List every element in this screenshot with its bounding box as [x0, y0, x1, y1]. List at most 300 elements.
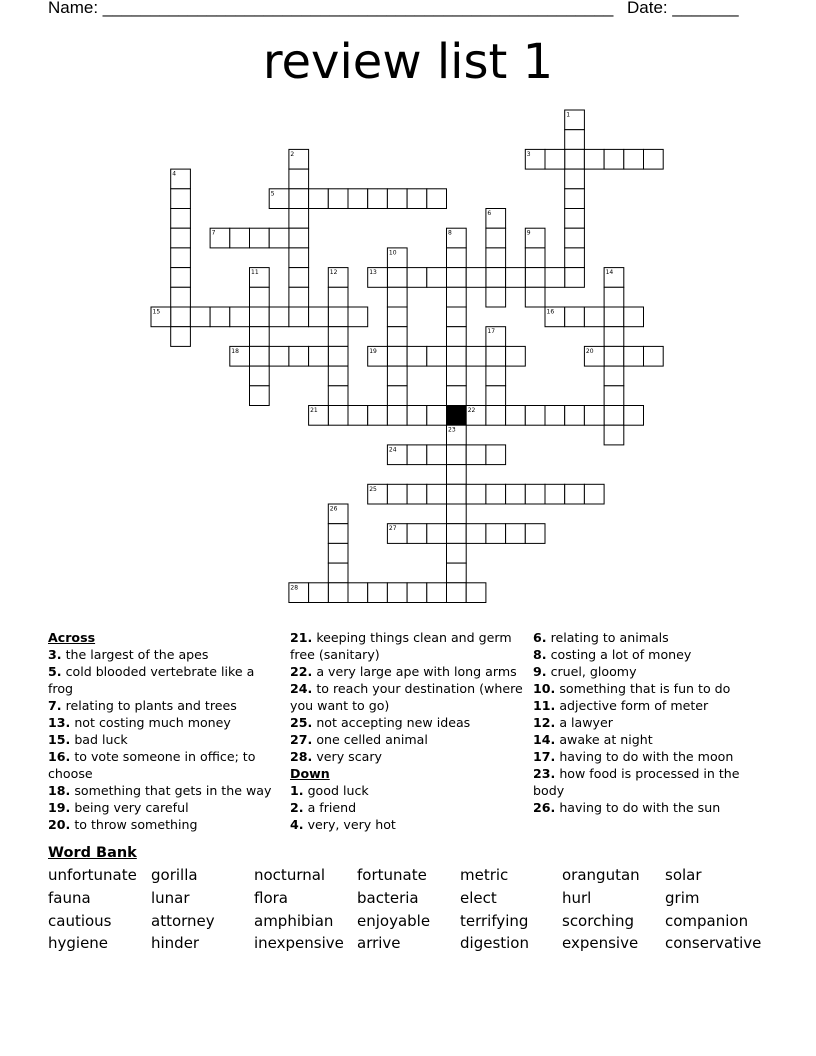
word-bank-item: attorney [151, 912, 215, 930]
grid-cell[interactable] [565, 149, 585, 169]
grid-cell[interactable] [447, 484, 467, 504]
grid-cell[interactable] [447, 583, 467, 603]
grid-cell[interactable] [584, 149, 604, 169]
grid-cell[interactable] [525, 268, 545, 288]
grid-cell[interactable] [328, 543, 348, 563]
grid-cell[interactable] [289, 189, 309, 209]
clue-item [48, 663, 276, 697]
grid-cell[interactable] [624, 307, 644, 327]
clue-text: to vote someone in office; to choose [48, 749, 256, 781]
clue-text: a very large ape with long arms [312, 664, 517, 679]
grid-cell[interactable] [309, 346, 329, 366]
clue-number: 14. [533, 732, 556, 747]
clue-item [290, 799, 526, 816]
grid-cell[interactable] [250, 287, 270, 307]
clue-number-label: 3 [526, 150, 531, 158]
grid-cell[interactable] [387, 287, 407, 307]
clue-text: bad luck [70, 732, 128, 747]
grid-cell[interactable] [604, 149, 624, 169]
clue-number: 3. [48, 647, 62, 662]
clue-number: 24. [290, 681, 313, 696]
grid-cell[interactable] [328, 524, 348, 544]
clue-text: cold blooded vertebrate like a frog [48, 664, 255, 696]
grid-cell[interactable] [328, 583, 348, 603]
word-bank-item: conservative [665, 934, 762, 952]
clue-number-label: 25 [369, 485, 377, 493]
clue-text: not costing much money [70, 715, 231, 730]
clue-text: how food is processed in the body [533, 766, 740, 798]
clue-item [290, 663, 526, 680]
grid-cell[interactable] [506, 524, 526, 544]
grid-cell[interactable] [269, 228, 289, 248]
grid-cell[interactable] [387, 327, 407, 347]
clue-number-label: 12 [329, 269, 338, 277]
clue-item [533, 697, 773, 714]
clue-text: to reach your destination (where you want to go) [290, 681, 523, 713]
clue-item [533, 714, 773, 731]
word-bank-item: arrive [357, 934, 401, 952]
clue-number: 5. [48, 664, 62, 679]
grid-cell[interactable] [269, 307, 289, 327]
grid-cell[interactable] [644, 149, 664, 169]
clue-text: cruel, gloomy [546, 664, 637, 679]
grid-cell[interactable] [407, 445, 427, 465]
grid-cell[interactable] [328, 327, 348, 347]
grid-cell[interactable] [525, 524, 545, 544]
grid-cell[interactable] [644, 346, 664, 366]
clue-number: 19. [48, 800, 71, 815]
grid-cell[interactable] [387, 307, 407, 327]
clue-item [48, 748, 276, 782]
clue-number-label: 23 [448, 426, 456, 434]
clue-number-label: 11 [251, 269, 259, 277]
clue-number-label: 4 [172, 170, 177, 178]
word-bank-item: hinder [151, 934, 200, 952]
grid-cell[interactable] [506, 406, 526, 426]
clue-number: 1. [290, 783, 304, 798]
word-bank-item: inexpensive [254, 934, 344, 952]
grid-cell[interactable] [328, 366, 348, 386]
clue-number: 6. [533, 630, 547, 645]
clue-text: a lawyer [555, 715, 613, 730]
clue-item [533, 663, 773, 680]
grid-cell[interactable] [565, 268, 585, 288]
grid-cell[interactable] [250, 346, 270, 366]
clue-item [533, 680, 773, 697]
clue-item [48, 816, 276, 833]
grid-cell[interactable] [328, 563, 348, 583]
clue-item [290, 816, 526, 833]
clue-number: 9. [533, 664, 547, 679]
word-bank-item: orangutan [562, 866, 640, 884]
grid-cell[interactable] [348, 583, 368, 603]
grid-cell[interactable] [407, 268, 427, 288]
grid-cell[interactable] [387, 366, 407, 386]
clue-number: 18. [48, 783, 71, 798]
clue-number-label: 18 [231, 347, 239, 355]
grid-cell[interactable] [210, 307, 230, 327]
grid-cell[interactable] [486, 406, 506, 426]
grid-cell[interactable] [447, 543, 467, 563]
grid-cell[interactable] [250, 386, 270, 406]
clue-number-label: 6 [487, 210, 492, 217]
grid-cell[interactable] [427, 524, 447, 544]
grid-cell[interactable] [427, 484, 447, 504]
clue-number-label: 5 [270, 190, 275, 198]
grid-cell[interactable] [486, 228, 506, 248]
grid-cell[interactable] [250, 366, 270, 386]
grid-cell[interactable] [387, 189, 407, 209]
clue-item [290, 782, 526, 799]
word-bank-item: elect [460, 889, 497, 907]
grid-cell[interactable] [407, 583, 427, 603]
clue-text: the largest of the apes [61, 647, 209, 662]
grid-cell[interactable] [447, 465, 467, 485]
clue-number: 22. [290, 664, 313, 679]
word-bank-item: amphibian [254, 912, 334, 930]
page-title: review list 1 [262, 34, 554, 90]
grid-cell[interactable] [565, 209, 585, 229]
clue-number-label: 15 [152, 308, 161, 316]
grid-cell[interactable] [171, 268, 191, 288]
word-bank-item: fortunate [357, 866, 427, 884]
grid-cell[interactable] [171, 248, 191, 268]
clue-item [48, 799, 276, 816]
grid-cell[interactable] [407, 346, 427, 366]
clue-number-label: 16 [546, 308, 555, 316]
grid-cell[interactable] [328, 307, 348, 327]
clue-item [48, 731, 276, 748]
clue-number: 20. [48, 817, 71, 832]
clue-text: adjective form of meter [555, 698, 709, 713]
grid-cell[interactable] [545, 406, 565, 426]
grid-cell[interactable] [565, 406, 585, 426]
word-bank-item: metric [460, 866, 509, 884]
grid-cell[interactable] [447, 327, 467, 347]
grid-cell[interactable] [545, 149, 565, 169]
grid-cell[interactable] [466, 583, 486, 603]
grid-cell[interactable] [584, 406, 604, 426]
grid-cell[interactable] [447, 524, 467, 544]
grid-cell[interactable] [328, 189, 348, 209]
word-bank-item: hygiene [48, 934, 109, 952]
clue-item [290, 714, 526, 731]
grid-cell[interactable] [604, 346, 624, 366]
clue-number-label: 20 [585, 347, 594, 355]
grid-cell[interactable] [486, 366, 506, 386]
grid-cell[interactable] [525, 484, 545, 504]
clue-number: 23. [533, 766, 556, 781]
grid-cell[interactable] [506, 346, 526, 366]
grid-cell[interactable] [565, 307, 585, 327]
grid-cell[interactable] [309, 189, 329, 209]
grid-cell[interactable] [309, 307, 329, 327]
clue-text: keeping things clean and germ free (sanitary) [290, 630, 512, 662]
word-bank-item: hurl [562, 889, 592, 907]
clue-number: 17. [533, 749, 556, 764]
clue-item [533, 748, 773, 765]
clue-item [533, 765, 773, 799]
clue-number: 11. [533, 698, 556, 713]
grid-cell[interactable] [486, 386, 506, 406]
grid-cell[interactable] [171, 307, 191, 327]
grid-cell[interactable] [584, 484, 604, 504]
grid-cell[interactable] [486, 268, 506, 288]
clue-text: very scary [312, 749, 382, 764]
grid-cell[interactable] [604, 386, 624, 406]
clue-number-label: 9 [526, 229, 531, 237]
grid-cell[interactable] [624, 149, 644, 169]
grid-cell[interactable] [447, 386, 467, 406]
clue-item [290, 629, 526, 663]
grid-cell[interactable] [565, 248, 585, 268]
clue-number-label: 22 [467, 407, 476, 414]
clue-number-label: 2 [290, 150, 295, 158]
grid-cell[interactable] [565, 130, 585, 150]
grid-cell[interactable] [289, 268, 309, 288]
grid-cell[interactable] [604, 366, 624, 386]
grid-cell[interactable] [486, 287, 506, 307]
grid-cell[interactable] [545, 484, 565, 504]
across-heading: Across [48, 630, 96, 645]
clue-text: one celled animal [312, 732, 428, 747]
grid-cell[interactable] [447, 563, 467, 583]
grid-cell[interactable] [604, 327, 624, 347]
grid-cell[interactable] [525, 287, 545, 307]
word-bank-item: enjoyable [357, 912, 431, 930]
grid-cell[interactable] [584, 307, 604, 327]
grid-cell[interactable] [624, 406, 644, 426]
clues-across-column-1 [48, 629, 276, 833]
grid-cell[interactable] [171, 228, 191, 248]
clue-item [48, 782, 276, 799]
clue-number-label: 26 [329, 505, 338, 513]
name-field-label: Name: ______________________________________________________ [48, 0, 614, 17]
grid-cell[interactable] [230, 228, 250, 248]
clue-number: 21. [290, 630, 313, 645]
grid-cell[interactable] [387, 386, 407, 406]
grid-cell[interactable] [309, 583, 329, 603]
grid-cell[interactable] [545, 268, 565, 288]
word-bank-item: digestion [460, 934, 529, 952]
grid-cell[interactable] [427, 189, 447, 209]
grid-cell[interactable] [466, 346, 486, 366]
clue-text: being very careful [70, 800, 189, 815]
grid-cell[interactable] [368, 583, 388, 603]
grid-cell[interactable] [289, 248, 309, 268]
clue-number: 12. [533, 715, 556, 730]
clue-item [290, 680, 526, 714]
clue-number: 2. [290, 800, 304, 815]
clue-number-label: 13 [369, 269, 377, 277]
grid-cell[interactable] [348, 189, 368, 209]
grid-cell[interactable] [525, 406, 545, 426]
word-bank-item: fauna [48, 889, 91, 907]
grid-cell[interactable] [486, 346, 506, 366]
grid-cell[interactable] [250, 307, 270, 327]
grid-cell[interactable] [348, 307, 368, 327]
clue-text: good luck [303, 783, 369, 798]
grid-cell[interactable] [230, 307, 250, 327]
grid-cell[interactable] [190, 307, 210, 327]
clue-number-label: 1 [566, 111, 571, 119]
grid-cell[interactable] [506, 484, 526, 504]
grid-cell[interactable] [387, 406, 407, 426]
word-bank-item: lunar [151, 889, 190, 907]
clues-column-2 [290, 629, 526, 833]
grid-cell[interactable] [328, 386, 348, 406]
grid-cell[interactable] [447, 504, 467, 524]
clue-item [533, 731, 773, 748]
word-bank-item: solar [665, 866, 702, 884]
clue-number-label: 14 [605, 269, 614, 277]
word-bank-item: unfortunate [48, 866, 137, 884]
grid-cell[interactable] [328, 406, 348, 426]
grid-cell[interactable] [486, 445, 506, 465]
grid-cell[interactable] [604, 425, 624, 445]
grid-cell[interactable] [387, 268, 407, 288]
word-bank-item: nocturnal [254, 866, 326, 884]
grid-cell[interactable] [624, 346, 644, 366]
grid-cell[interactable] [427, 268, 447, 288]
grid-cell[interactable] [250, 327, 270, 347]
grid-cell[interactable] [269, 346, 289, 366]
clue-number: 4. [290, 817, 304, 832]
clue-number: 7. [48, 698, 62, 713]
clue-text: having to do with the sun [555, 800, 721, 815]
grid-cell[interactable] [447, 268, 467, 288]
clue-item [48, 697, 276, 714]
clue-number: 27. [290, 732, 313, 747]
grid-cell[interactable] [387, 484, 407, 504]
grid-cell[interactable] [407, 406, 427, 426]
clue-text: relating to animals [546, 630, 669, 645]
grid-cell[interactable] [250, 228, 270, 248]
grid-cell[interactable] [565, 228, 585, 248]
grid-cell[interactable] [387, 583, 407, 603]
clue-item [533, 799, 773, 816]
grid-cell[interactable] [447, 445, 467, 465]
grid-cell[interactable] [368, 406, 388, 426]
clue-number-label: 7 [211, 229, 216, 237]
grid-cell[interactable] [171, 209, 191, 229]
word-bank-item: grim [665, 889, 700, 907]
grid-cell[interactable] [328, 346, 348, 366]
grid-cell[interactable] [447, 287, 467, 307]
grid-cell[interactable] [289, 209, 309, 229]
clue-text: not accepting new ideas [312, 715, 471, 730]
word-bank-item: flora [254, 889, 288, 907]
clue-text: to throw something [70, 817, 198, 832]
word-bank-item: expensive [562, 934, 639, 952]
grid-cell[interactable] [604, 307, 624, 327]
word-bank-item: cautious [48, 912, 112, 930]
clue-number-label: 17 [487, 328, 496, 336]
grid-cell[interactable] [387, 346, 407, 366]
grid-cell[interactable] [604, 287, 624, 307]
clue-number: 13. [48, 715, 71, 730]
clue-item [533, 646, 773, 663]
clue-number-label: 27 [388, 525, 397, 533]
clue-number: 10. [533, 681, 556, 696]
black-square [447, 406, 467, 426]
clue-item [290, 731, 526, 748]
grid-cell[interactable] [427, 346, 447, 366]
grid-cell[interactable] [466, 524, 486, 544]
word-bank-item: gorilla [151, 866, 198, 884]
clue-text: awake at night [555, 732, 653, 747]
grid-cell[interactable] [289, 228, 309, 248]
clue-number-label: 28 [290, 584, 299, 592]
grid-cell[interactable] [407, 484, 427, 504]
clue-text: having to do with the moon [555, 749, 734, 764]
grid-cell[interactable] [466, 445, 486, 465]
clue-item [533, 629, 773, 646]
grid-cell[interactable] [328, 287, 348, 307]
grid-cell[interactable] [447, 366, 467, 386]
grid-cell[interactable] [506, 268, 526, 288]
clue-number-label: 10 [388, 249, 397, 257]
grid-cell[interactable] [447, 248, 467, 268]
grid-cell[interactable] [348, 406, 368, 426]
grid-cell[interactable] [171, 287, 191, 307]
clue-text: something that gets in the way [70, 783, 272, 798]
grid-cell[interactable] [171, 327, 191, 347]
grid-cell[interactable] [486, 484, 506, 504]
clue-number-label: 8 [448, 229, 452, 237]
word-bank-heading: Word Bank [48, 845, 137, 861]
grid-cell[interactable] [604, 406, 624, 426]
grid-cell[interactable] [289, 169, 309, 189]
grid-cell[interactable] [407, 524, 427, 544]
down-heading: Down [290, 766, 330, 781]
grid-cell[interactable] [466, 268, 486, 288]
grid-cell[interactable] [171, 189, 191, 209]
clue-item [290, 748, 526, 765]
clue-number: 26. [533, 800, 556, 815]
clue-item [48, 714, 276, 731]
grid-cell[interactable] [447, 307, 467, 327]
word-bank-item: companion [665, 912, 749, 930]
grid-cell[interactable] [466, 484, 486, 504]
grid-cell[interactable] [368, 189, 388, 209]
word-bank-item: scorching [562, 912, 635, 930]
grid-cell[interactable] [427, 445, 447, 465]
word-bank-item: bacteria [357, 889, 419, 907]
grid-cell[interactable] [289, 346, 309, 366]
clue-text: relating to plants and trees [61, 698, 237, 713]
clue-number: 16. [48, 749, 71, 764]
clue-text: something that is fun to do [555, 681, 731, 696]
grid-cell[interactable] [447, 346, 467, 366]
clue-number: 28. [290, 749, 313, 764]
clue-text: very, very hot [303, 817, 396, 832]
grid-cell[interactable] [289, 287, 309, 307]
grid-cell[interactable] [565, 169, 585, 189]
clues-down-column-3 [533, 629, 773, 816]
grid-cell[interactable] [565, 189, 585, 209]
grid-cell[interactable] [289, 307, 309, 327]
clue-item [48, 646, 276, 663]
grid-cell[interactable] [486, 524, 506, 544]
grid-cell[interactable] [565, 484, 585, 504]
grid-cell[interactable] [427, 406, 447, 426]
clue-number: 8. [533, 647, 547, 662]
grid-cell[interactable] [427, 583, 447, 603]
grid-cell[interactable] [525, 248, 545, 268]
grid-cell[interactable] [407, 189, 427, 209]
grid-cell[interactable] [486, 248, 506, 268]
